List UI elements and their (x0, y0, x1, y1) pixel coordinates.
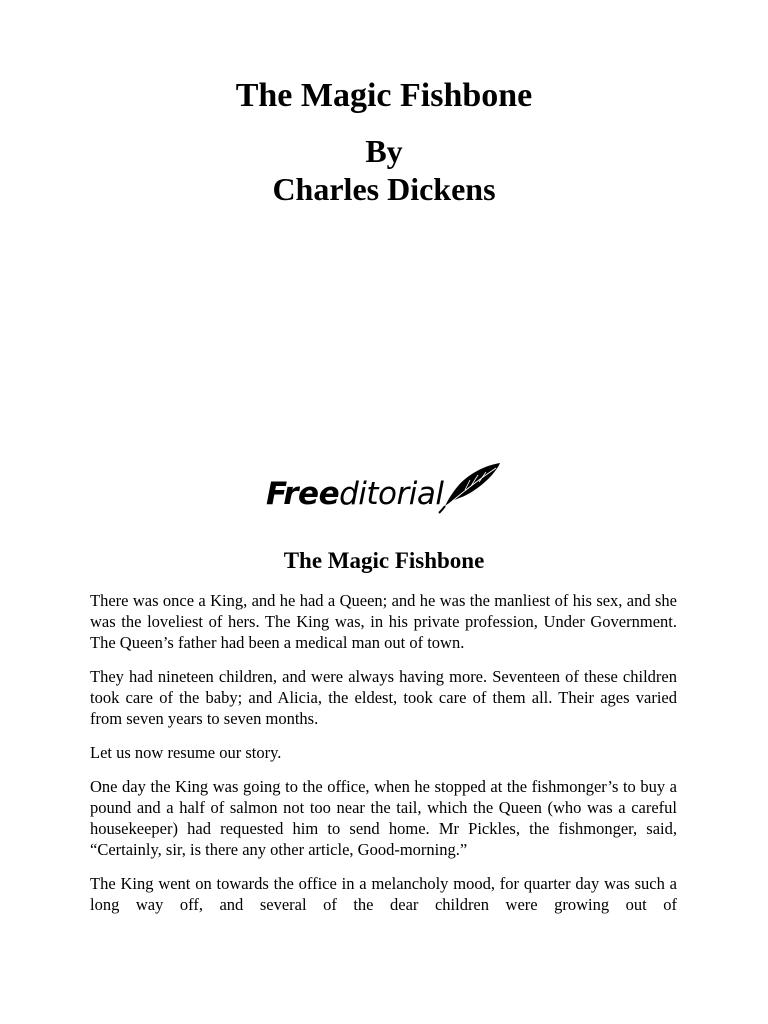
paragraph: The King went on towards the office in a melancholy mood, for quarter day was such a long way off, and several of the dear children were growing out of (90, 874, 677, 914)
feather-icon (438, 462, 502, 514)
author-name: Charles Dickens (272, 171, 496, 207)
book-title: The Magic Fishbone (235, 77, 533, 114)
paragraph: One day the King was going to the office, when he stopped at the fishmonger’s to buy a pound and a half of salmon not too near the tail, which the Queen (who was a careful housekeeper) had requested him to send home. Mr Pickles, the fishmonger, said, “Certainly, sir, is there any other article, Good-morning.” (90, 777, 677, 859)
freeditorial-logo (266, 462, 506, 518)
logo-wordmark (266, 474, 444, 514)
by-label: By (365, 133, 403, 169)
section-title: The Magic Fishbone (283, 548, 485, 573)
paragraph: They had nineteen children, and were always having more. Seventeen of these children took care of the baby; and Alicia, the eldest, took care of them all. Their ages varied from seven years to seven months. (90, 667, 677, 728)
logo-text-bold: Free (266, 476, 340, 512)
paragraph: Let us now resume our story. (90, 743, 282, 762)
body-text (90, 590, 677, 928)
byline (0, 132, 768, 208)
paragraph: There was once a King, and he had a Queen; and he was the manliest of his sex, and she was the loveliest of hers. The King was, in his private profession, Under Government. The Queen’s father had been a medical man out of town. (90, 591, 677, 652)
logo-text-light: ditorial (339, 476, 444, 512)
